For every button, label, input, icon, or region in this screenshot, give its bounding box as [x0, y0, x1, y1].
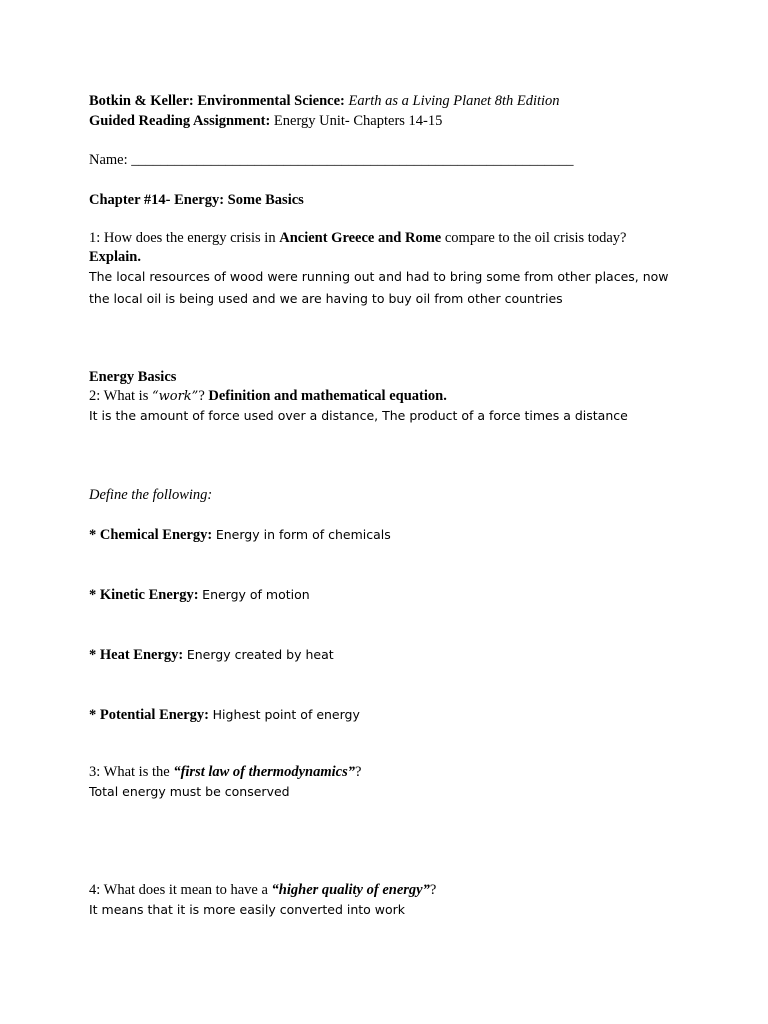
q4-question	[89, 883, 436, 898]
define-item-kinetic	[89, 587, 310, 603]
name-line	[89, 153, 574, 168]
q2-answer: It is the amount of force used over a distance, The product of a force times a distance	[89, 408, 628, 423]
energy-basics-heading-text: Energy Basics	[89, 369, 177, 385]
define-item-potential	[89, 707, 360, 723]
assignment-line	[89, 114, 442, 129]
define-item-answer: Highest point of energy	[212, 707, 360, 722]
q1-suffix: compare to the oil crisis today?	[441, 230, 627, 246]
define-item-label: * Potential Energy:	[89, 707, 213, 723]
chapter-heading-text: Chapter #14- Energy: Some Basics	[89, 192, 304, 208]
name-label: Name:	[89, 152, 132, 168]
q1-explain	[89, 250, 141, 265]
q1-bold: Ancient Greece and Rome	[279, 230, 442, 246]
q4-prefix: 4: What does it mean to have a	[89, 882, 272, 898]
q1-answer-line1: The local resources of wood were running out and had to bring some from other places, now	[89, 269, 669, 284]
q4-suffix: ?	[429, 882, 437, 898]
q3-term: “first law of thermodynamics”	[173, 764, 355, 780]
define-item-label: * Kinetic Energy:	[89, 587, 203, 603]
q3-question	[89, 765, 361, 780]
q3-answer: Total energy must be conserved	[89, 784, 290, 799]
q1-prefix: 1: How does the energy crisis in	[89, 230, 280, 246]
q2-term: “work”	[151, 389, 199, 404]
q1-explain-text: Explain.	[89, 249, 141, 265]
assignment-value: Energy Unit- Chapters 14-15	[273, 113, 443, 129]
define-item-answer: Energy created by heat	[186, 647, 334, 662]
assignment-label: Guided Reading Assignment:	[89, 113, 274, 129]
book-title: Earth as a Living Planet 8th Edition	[348, 93, 560, 109]
book-prefix: Botkin & Keller: Environmental Science:	[89, 93, 349, 109]
define-item-answer: Energy in form of chemicals	[215, 527, 391, 542]
define-item-heat	[89, 647, 334, 663]
q2-question	[89, 389, 447, 404]
define-item-chemical	[89, 527, 391, 543]
q4-term: “higher quality of energy”	[271, 882, 430, 898]
book-title-line	[89, 94, 560, 109]
q1-question	[89, 231, 626, 246]
q2-bold: Definition and mathematical equation.	[208, 388, 447, 404]
define-heading	[89, 488, 212, 503]
q2-prefix: 2: What is	[89, 388, 152, 404]
q3-prefix: 3: What is the	[89, 764, 174, 780]
q2-mid: ?	[198, 388, 209, 404]
q1-answer-line2: the local oil is being used and we are having to buy oil from other countries	[89, 291, 563, 306]
q4-answer: It means that it is more easily converted into work	[89, 902, 406, 917]
chapter-heading	[89, 193, 304, 208]
name-blank: _____________________________________________________________	[131, 152, 574, 168]
energy-basics-heading	[89, 370, 176, 385]
define-item-answer: Energy of motion	[202, 587, 310, 602]
q3-suffix: ?	[354, 764, 362, 780]
define-item-label: * Chemical Energy:	[89, 527, 216, 543]
define-item-label: * Heat Energy:	[89, 647, 187, 663]
define-heading-text: Define the following:	[89, 487, 213, 503]
